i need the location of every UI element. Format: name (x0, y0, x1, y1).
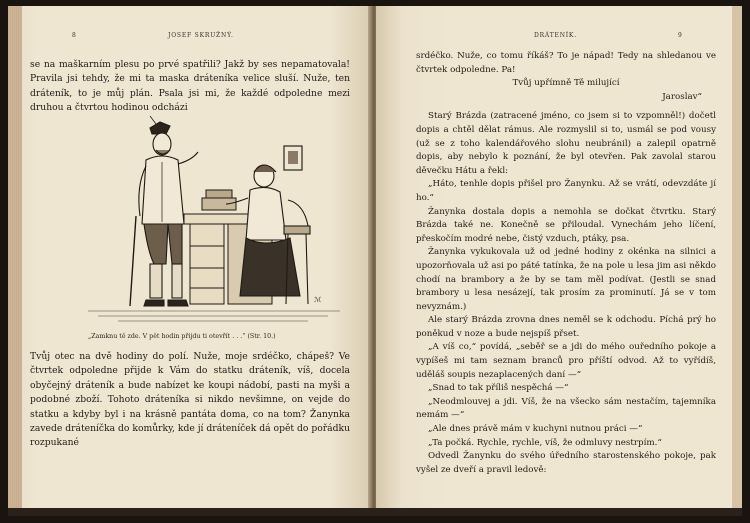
page-edges-right (732, 6, 742, 508)
right-page (376, 6, 742, 508)
right-paragraph: „Ta počká. Rychle, rychle, víš, že odmluvy nestrpím.“ (428, 437, 662, 448)
illustration-caption: „Zamknu tě zde. V pět hodin přijdu ti otevřít . . .“ (Str. 10.) (88, 333, 276, 340)
right-running-head: DRÁTENÍK. (534, 32, 577, 39)
right-opening-paragraph: srdéčko. Nuže, co tomu říkáš? To je nápad! Tedy na shledanou ve čtvrtek odpoledne. Pa! (416, 51, 716, 75)
illustration-drateník-scene (88, 116, 340, 326)
left-top-paragraph: se na maškarním plesu po prvé spatřili? Jakž by ses nepamatovala! Pravila jsi tehdy, že mi ta maska dráteníka velice sluší. Nuže, ten dráteník, to je můj plán. Psala jsi mi, že každé odpoledne mezi druhou a čtvrtou hodinou odcházi (30, 59, 350, 114)
right-page-number: 9 (678, 32, 683, 39)
left-top-text (30, 58, 350, 116)
right-paragraph: „Háto, tenhle dopis přišel pro Žanynku. Až se vrátí, odevzdáte jí ho.“ (416, 179, 716, 203)
right-paragraph: „Ale dnes právě mám v kuchyni nutnou práci —“ (428, 424, 643, 435)
page-edges-left (8, 6, 22, 508)
right-paragraph: Odvedl Žanynku do svého úředního starostenského pokoje, pak vyšel ze dveří a pravil ledově: (416, 451, 716, 475)
right-paragraph: „A víš co,“ povídá, „seběř se a jdi do mého ouředního pokoje a vypíšeš mi tam seznam branců pro příští odvod. Až to vyřídíš, uděláš soupis nezaplacených daní —“ (416, 342, 716, 380)
right-paragraph: „Neodmlouvej a jdi. Víš, že na všecko sám nestačím, tajemníka nemám —“ (416, 396, 716, 421)
right-paragraph: Žanynka vykukovala už od jedné hodiny z okénka na silnici a upozorňovala už asi po páté tatínka, že na pole u lesa jim asi někdo chodí na brambory a že by se tam měl podívat. (Jestli se snad brambory u lesa nesázejí, tak prosím za prominutí. Já se v tom nevyznám.) (416, 247, 716, 312)
left-bottom-text (30, 350, 350, 451)
letter-closing: Tvůj upřímně Tě milující (512, 78, 620, 89)
right-paragraph: Starý Brázda (zatracené jméno, co jsem si to vzpomněl!) dočetl dopis a chtěl dělat rámus. Ale rozmyslil si to, usmál se pod vousy (už se z toho kalendářového slohu neubránil) a zalepil opatrně dopis, aby nebylo k poznání, že byl otevřen. Pak zavolal starou děvečku Hátu a řekl: (416, 111, 716, 176)
right-paragraph: Žanynka dostala dopis a nemohla se dočkat čtvrtku. Starý Brázda také ne. Konečně se přiloudal. Vynechám jeho líčení, přeskočím modré nebe, čistý vzduch, ptáky, psa. (416, 206, 716, 244)
left-page-number: 8 (72, 32, 77, 39)
left-page (8, 6, 372, 508)
left-bottom-paragraph: Tvůj otec na dvě hodiny do polí. Nuže, moje srdéčko, chápeš? Ve čtvrtek odpoledne přijde k Vám do statku dráteník, víš, docela obyčejný dráteník a bude nabízet ke koupi nádobí, pasti na myši a podobné zboží. Tohoto dráteníka si nikdo nevšimne, on vejde do statku a kdyby byl i na krásně pantáta doma, co na tom? Žanynka zavede dráteníčka do komůrky, kde jí dráteníček dá opět do pořádku rozpukané (30, 351, 350, 449)
right-paragraph: Ale starý Brázda zrovna dnes neměl se k odchodu. Píchá prý ho poněkud v noze a bude nejspíš přset. (416, 315, 716, 339)
book-spread (8, 6, 742, 516)
svg-text:ℳ: ℳ (314, 296, 322, 304)
left-running-head: JOSEF SKRUŽNÝ. (168, 32, 234, 39)
right-paragraph: „Snad to tak příliš nespěchá —“ (428, 383, 569, 394)
right-text (416, 50, 716, 477)
letter-signature: Jaroslav“ (662, 91, 702, 102)
